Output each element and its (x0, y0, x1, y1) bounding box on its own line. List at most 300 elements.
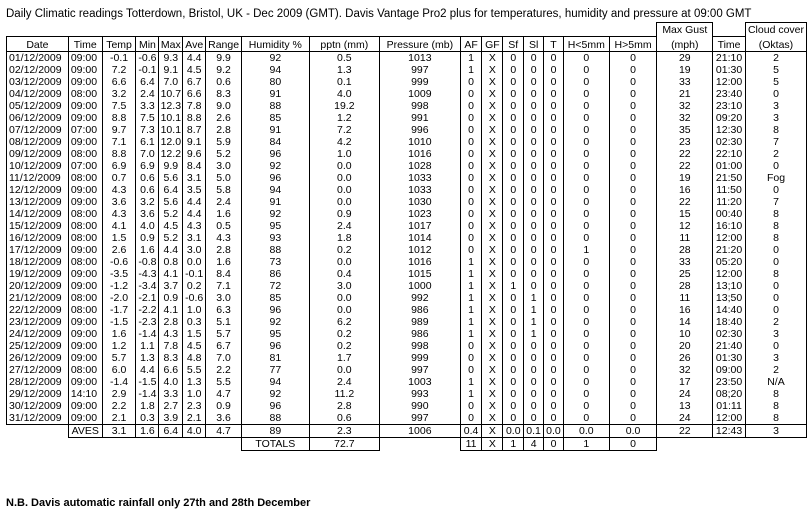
cell-max-gust: 16 (657, 184, 713, 196)
cell-max-gust: 11 (657, 232, 713, 244)
cell-t: 0 (544, 412, 564, 425)
cell-max-gust: 28 (657, 244, 713, 256)
total-pptn: 72.7 (309, 437, 379, 450)
cell-range: 5.9 (206, 136, 242, 148)
table-row (7, 88, 807, 100)
avg-cloud: 3 (745, 424, 806, 437)
cell-af: 0 (460, 124, 482, 136)
cell-sf: 0 (503, 376, 524, 388)
cell-min: 1.3 (136, 352, 159, 364)
table-row (7, 304, 807, 316)
cell-gust-time: 12:00 (713, 412, 746, 425)
avg-sl: 0.1 (524, 424, 544, 437)
cell-gust-time: 02:30 (713, 328, 746, 340)
cell-af: 0 (460, 88, 482, 100)
total-gf: X (482, 437, 503, 450)
cell-gf: X (482, 148, 503, 160)
cell-max-gust: 35 (657, 124, 713, 136)
cell-gust-time: 01:00 (713, 160, 746, 172)
table-row (7, 100, 807, 112)
cell-date: 28/12/2009 (7, 376, 69, 388)
cell-af: 0 (460, 412, 482, 425)
cell-ave: 3.1 (183, 232, 206, 244)
cell-ave: 4.5 (183, 64, 206, 76)
cell-date: 30/12/2009 (7, 400, 69, 412)
cell-max-gust: 11 (657, 292, 713, 304)
cell-range: 5.7 (206, 328, 242, 340)
cell-max: 8.3 (159, 352, 183, 364)
cell-temp: -1.4 (102, 376, 136, 388)
cell-ave: 1.3 (183, 376, 206, 388)
cell-cloud-cover: 0 (745, 304, 806, 316)
cell-sf: 0 (503, 208, 524, 220)
cell-pptn: 1.3 (309, 64, 379, 76)
cell-temp: 6.6 (102, 76, 136, 88)
cell-hail-lt5: 0 (563, 160, 609, 172)
cell-hail-lt5: 0 (563, 304, 609, 316)
cell-hail-gt5: 0 (609, 64, 657, 76)
cell-ave: 2.1 (183, 412, 206, 425)
cell-time: 08:00 (68, 232, 102, 244)
cell-humidity: 88 (242, 244, 310, 256)
cell-hail-gt5: 0 (609, 232, 657, 244)
cell-cloud-cover: 3 (745, 100, 806, 112)
cell-pressure: 1016 (380, 256, 461, 268)
cell-max-gust: 17 (657, 376, 713, 388)
cell-pptn: 3.0 (309, 280, 379, 292)
cell-range: 2.6 (206, 112, 242, 124)
cell-gust-time: 21:20 (713, 244, 746, 256)
cell-max: 12.0 (160, 135, 182, 148)
header-time: Time (68, 36, 102, 51)
cell-pptn: 2.4 (309, 220, 379, 232)
cell-date: 13/12/2009 (7, 196, 69, 208)
cell-range: 8.3 (206, 88, 242, 100)
cell-time: 09:00 (68, 244, 102, 256)
cell-humidity: 81 (242, 352, 310, 364)
cell-range: 2.4 (206, 196, 242, 208)
cell-hail-gt5: 0 (609, 100, 657, 112)
cell-sl: 0 (524, 148, 544, 160)
cell-humidity: 73 (242, 256, 310, 268)
cell-sl: 0 (524, 88, 544, 100)
cell-temp: -0.6 (102, 256, 136, 268)
cell-cloud-cover: 3 (745, 328, 806, 340)
cell-max-gust: 14 (657, 316, 713, 328)
cell-pptn: 6.2 (309, 316, 379, 328)
cell-hail-gt5: 0 (609, 316, 657, 328)
cell-ave: 0.3 (183, 316, 206, 328)
cell-ave: 4.4 (183, 208, 206, 220)
cell-t: 0 (544, 100, 564, 112)
cell-gust-time: 18:40 (713, 316, 746, 328)
cell-max-gust: 16 (657, 304, 713, 316)
cell-af: 1 (460, 316, 482, 328)
cell-t: 0 (544, 244, 564, 256)
header-sl: Sl (524, 36, 544, 51)
cell-max-gust: 20 (657, 340, 713, 352)
cell-max-gust: 22 (657, 148, 713, 160)
cell-pressure: 1016 (380, 148, 461, 160)
cell-t: 0 (544, 88, 564, 100)
cell-humidity: 92 (242, 388, 310, 400)
cell-pptn: 11.2 (309, 388, 379, 400)
cell-temp: -1.2 (102, 280, 136, 292)
cell-pptn: 1.2 (309, 112, 379, 124)
cell-pptn: 0.9 (309, 208, 379, 220)
cell-max-gust: 22 (657, 160, 713, 172)
cell-sf: 0 (503, 220, 524, 232)
cell-gust-time: 21:10 (713, 51, 746, 64)
cell-max: 4.1 (159, 268, 183, 280)
cell-time: 09:00 (68, 184, 102, 196)
cell-temp: 7.1 (102, 136, 136, 148)
cell-max-gust: 29 (657, 51, 713, 64)
cell-humidity: 91 (242, 196, 310, 208)
cell-t: 0 (544, 400, 564, 412)
table-row (7, 268, 807, 280)
cell-sf: 0 (503, 400, 524, 412)
cell-gust-time: 11:20 (713, 196, 746, 208)
cell-humidity: 92 (242, 316, 310, 328)
cell-sf: 0 (503, 388, 524, 400)
cell-af: 1 (460, 388, 482, 400)
cell-cloud-cover: 7 (745, 136, 806, 148)
cell-hail-lt5: 0 (563, 280, 609, 292)
table-row (7, 352, 807, 364)
cell-time: 09:00 (68, 51, 102, 64)
cell-cloud-cover: 0 (745, 184, 806, 196)
cell-ave: 3.1 (183, 172, 206, 184)
cell-temp: 2.2 (102, 400, 136, 412)
cell-max: 4.3 (159, 328, 183, 340)
cell-pressure: 1023 (380, 208, 461, 220)
cell-pressure: 996 (380, 124, 461, 136)
cell-t: 0 (544, 51, 564, 64)
cell-gf: X (482, 244, 503, 256)
cell-ave: 4.5 (183, 340, 206, 352)
cell-pptn: 2.4 (309, 376, 379, 388)
cell-max: 10.1 (160, 111, 182, 124)
cell-date: 08/12/2009 (7, 136, 69, 148)
cell-humidity: 96 (242, 400, 310, 412)
cell-gust-time: 09:20 (713, 112, 746, 124)
cell-hail-gt5: 0 (609, 340, 657, 352)
header-date: Date (7, 36, 69, 51)
cell-af: 1 (460, 376, 482, 388)
cell-gust-time: 16:10 (713, 220, 746, 232)
cell-cloud-cover: 0 (745, 160, 806, 172)
cell-max-gust: 12 (657, 220, 713, 232)
cell-max-gust: 26 (657, 352, 713, 364)
cell-max: 4.0 (159, 376, 183, 388)
cell-gust-time: 12:00 (713, 76, 746, 88)
cell-gust-time: 12:30 (713, 124, 746, 136)
cell-af: 0 (460, 112, 482, 124)
cell-time: 08:00 (68, 292, 102, 304)
cell-hail-lt5: 0 (563, 352, 609, 364)
cell-hail-lt5: 0 (563, 316, 609, 328)
cell-gust-time: 02:30 (713, 136, 746, 148)
cell-range: 3.6 (206, 412, 242, 425)
cell-pressure: 1033 (380, 184, 461, 196)
cell-time: 09:00 (68, 100, 102, 112)
cell-hail-gt5: 0 (609, 268, 657, 280)
cell-gf: X (482, 256, 503, 268)
cell-pressure: 1009 (380, 88, 461, 100)
cell-temp: 9.7 (102, 124, 136, 136)
cell-temp: 5.7 (102, 352, 136, 364)
cell-range: 1.6 (206, 256, 242, 268)
cell-humidity: 95 (242, 220, 310, 232)
cell-max-gust: 24 (657, 412, 713, 425)
avg-hail-lt5: 0.0 (563, 424, 609, 437)
cell-t: 0 (544, 364, 564, 376)
cell-range: 2.8 (206, 244, 242, 256)
header-range: Range (206, 36, 242, 51)
cell-ave: 8.4 (183, 160, 206, 172)
cell-time: 09:00 (68, 352, 102, 364)
cell-min: 0.3 (136, 412, 159, 425)
cell-temp: 0.7 (102, 172, 136, 184)
cell-pptn: 19.2 (309, 100, 379, 112)
cell-af: 0 (460, 244, 482, 256)
cell-af: 0 (460, 100, 482, 112)
cell-af: 0 (460, 340, 482, 352)
table-row (7, 388, 807, 400)
cell-time: 08:00 (68, 208, 102, 220)
cell-ave: 3.0 (183, 244, 206, 256)
cell-date: 15/12/2009 (7, 220, 69, 232)
header-hail-gt5: H>5mm (609, 36, 657, 51)
cell-time: 08:00 (68, 172, 102, 184)
cell-date: 19/12/2009 (7, 268, 69, 280)
cell-gf: X (482, 364, 503, 376)
cell-pptn: 0.6 (309, 412, 379, 425)
cell-ave: 4.3 (183, 220, 206, 232)
cell-sl: 0 (524, 196, 544, 208)
cell-sf: 0 (503, 76, 524, 88)
cell-time: 07:00 (68, 160, 102, 172)
cell-sf: 1 (503, 280, 524, 292)
cell-max-gust: 25 (657, 268, 713, 280)
cell-humidity: 94 (242, 64, 310, 76)
cell-hail-gt5: 0 (609, 148, 657, 160)
cell-pressure: 986 (380, 304, 461, 316)
cell-max: 4.1 (159, 304, 183, 316)
column-header-row (7, 36, 807, 51)
cell-sl: 0 (524, 256, 544, 268)
cell-humidity: 96 (242, 340, 310, 352)
cell-t: 0 (544, 268, 564, 280)
cell-sl: 0 (524, 244, 544, 256)
cell-hail-lt5: 0 (563, 184, 609, 196)
cell-date: 09/12/2009 (7, 148, 69, 160)
cell-cloud-cover: 8 (745, 208, 806, 220)
cell-min: -1.5 (136, 376, 159, 388)
cell-date: 24/12/2009 (7, 328, 69, 340)
cell-min: -0.6 (136, 51, 159, 64)
cell-hail-lt5: 0 (563, 256, 609, 268)
cell-humidity: 91 (242, 88, 310, 100)
cell-pptn: 0.2 (309, 340, 379, 352)
cell-hail-lt5: 0 (563, 388, 609, 400)
cell-max: 5.2 (159, 232, 183, 244)
cell-max: 6.6 (159, 364, 183, 376)
cell-time: 09:00 (68, 280, 102, 292)
total-sl: 4 (524, 437, 544, 450)
avg-range: 4.7 (206, 424, 242, 437)
cell-gf: X (482, 232, 503, 244)
cell-cloud-cover: 2 (745, 148, 806, 160)
cell-date: 26/12/2009 (7, 352, 69, 364)
cell-t: 0 (544, 196, 564, 208)
cell-hail-gt5: 0 (609, 388, 657, 400)
cell-temp: 4.1 (102, 220, 136, 232)
cell-sf: 0 (503, 172, 524, 184)
table-row (7, 340, 807, 352)
cell-t: 0 (544, 76, 564, 88)
cell-pressure: 999 (380, 352, 461, 364)
avg-hail-gt5: 0.0 (609, 424, 657, 437)
cell-temp: 8.8 (102, 112, 136, 124)
cell-sf: 0 (503, 196, 524, 208)
cell-date: 14/12/2009 (7, 208, 69, 220)
cell-min: -2.3 (136, 316, 159, 328)
avg-max: 6.4 (159, 424, 183, 437)
cell-sl: 0 (524, 100, 544, 112)
cell-sf: 0 (503, 412, 524, 425)
cell-time: 09:00 (68, 64, 102, 76)
cell-sl: 0 (524, 268, 544, 280)
table-row (7, 136, 807, 148)
cell-hail-lt5: 0 (563, 51, 609, 64)
cell-range: 5.5 (206, 376, 242, 388)
cell-sl: 0 (524, 364, 544, 376)
cell-max: 6.4 (159, 184, 183, 196)
cell-hail-gt5: 0 (609, 136, 657, 148)
cell-time: 09:00 (68, 412, 102, 425)
table-row (7, 51, 807, 64)
cell-max: 7.8 (159, 340, 183, 352)
cell-hail-gt5: 0 (609, 160, 657, 172)
cell-max: 12.2 (160, 147, 182, 160)
table-row (7, 124, 807, 136)
table-row (7, 292, 807, 304)
cell-hail-lt5: 0 (563, 76, 609, 88)
cell-sf: 0 (503, 51, 524, 64)
cell-pressure: 999 (380, 76, 461, 88)
cell-sl: 1 (524, 292, 544, 304)
cell-humidity: 95 (242, 328, 310, 340)
cell-gf: X (482, 412, 503, 425)
table-row (7, 184, 807, 196)
cell-hail-lt5: 0 (563, 112, 609, 124)
cell-gf: X (482, 400, 503, 412)
cell-hail-gt5: 0 (609, 292, 657, 304)
cell-gf: X (482, 184, 503, 196)
cell-range: 3.0 (206, 292, 242, 304)
cell-hail-gt5: 0 (609, 88, 657, 100)
cell-temp: 6.0 (102, 364, 136, 376)
cell-max-gust: 19 (657, 64, 713, 76)
header-af: AF (460, 36, 482, 51)
cell-cloud-cover: 2 (745, 364, 806, 376)
cell-sl: 0 (524, 136, 544, 148)
cell-hail-lt5: 0 (563, 340, 609, 352)
cell-cloud-cover: 5 (745, 64, 806, 76)
cell-hail-gt5: 0 (609, 112, 657, 124)
cell-sl: 1 (524, 316, 544, 328)
cell-humidity: 85 (242, 292, 310, 304)
cell-ave: -0.6 (183, 292, 206, 304)
avg-min: 1.6 (136, 424, 159, 437)
cell-cloud-cover: Fog (745, 172, 806, 184)
cell-max: 9.3 (159, 51, 183, 64)
cell-pressure: 1017 (380, 220, 461, 232)
cell-date: 31/12/2009 (7, 412, 69, 425)
cell-ave: -0.1 (183, 268, 206, 280)
cell-temp: 1.6 (102, 328, 136, 340)
cell-humidity: 91 (242, 124, 310, 136)
cell-temp: 3.6 (102, 196, 136, 208)
cell-gust-time: 23:40 (713, 88, 746, 100)
table-row (7, 364, 807, 376)
cell-temp: 2.6 (102, 244, 136, 256)
cell-max: 2.8 (159, 316, 183, 328)
cell-time: 08:00 (68, 88, 102, 100)
cell-time: 09:00 (68, 316, 102, 328)
cell-max-gust: 21 (657, 88, 713, 100)
cell-min: 4.4 (136, 364, 159, 376)
header-temp: Temp (102, 36, 136, 51)
cell-af: 1 (460, 51, 482, 64)
cell-t: 0 (544, 208, 564, 220)
cell-range: 5.0 (206, 172, 242, 184)
cell-temp: -1.7 (102, 304, 136, 316)
cell-hail-lt5: 0 (563, 328, 609, 340)
cell-gf: X (482, 340, 503, 352)
cell-sl: 0 (524, 220, 544, 232)
cell-hail-gt5: 0 (609, 208, 657, 220)
cell-temp: 1.5 (102, 232, 136, 244)
cell-humidity: 80 (242, 76, 310, 88)
cell-hail-lt5: 0 (563, 208, 609, 220)
avg-af: 0.4 (460, 424, 482, 437)
cell-humidity: 88 (242, 100, 310, 112)
cell-min: 2.4 (136, 88, 159, 100)
cell-range: 6.3 (206, 304, 242, 316)
cell-hail-gt5: 0 (609, 76, 657, 88)
cell-sf: 0 (503, 88, 524, 100)
cell-hail-gt5: 0 (609, 400, 657, 412)
cell-min: 1.8 (136, 400, 159, 412)
avg-gust: 22 (657, 424, 713, 437)
table-row (7, 76, 807, 88)
cell-range: 0.6 (206, 76, 242, 88)
cell-max-gust: 28 (657, 280, 713, 292)
cell-sf: 0 (503, 148, 524, 160)
cell-hail-gt5: 0 (609, 256, 657, 268)
cell-max: 7.0 (159, 76, 183, 88)
cell-ave: 4.4 (183, 51, 206, 64)
cell-time: 09:00 (68, 268, 102, 280)
cell-hail-gt5: 0 (609, 280, 657, 292)
cell-cloud-cover: 8 (745, 412, 806, 425)
cell-af: 1 (460, 304, 482, 316)
cell-min: -2.2 (136, 304, 159, 316)
cell-min: 1.6 (136, 244, 159, 256)
